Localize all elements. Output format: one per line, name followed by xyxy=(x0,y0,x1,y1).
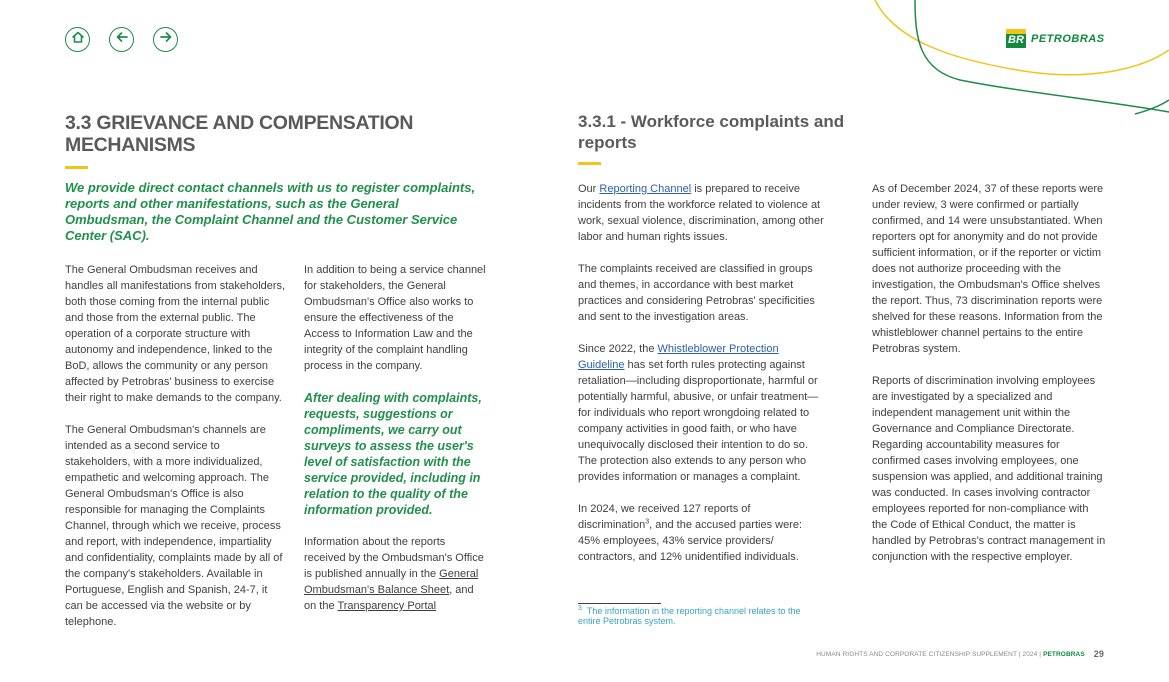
right-column-1 xyxy=(578,181,824,581)
section-lead: We provide direct contact channels with us to register complaints, reports and other manifestations, such as the General Ombudsman, the Complaint Channel and the Customer Service Center (SAC). xyxy=(65,180,476,243)
petrobras-logo xyxy=(1006,29,1105,48)
paragraph: In addition to being a service channel for stakeholders, the General Ombudsman's Office also works to ensure the effectiveness of the Access to Information Law and the integrity of the complaint handling process in the company. xyxy=(304,264,486,372)
paragraph: The General Ombudsman receives and handles all manifestations from stakeholders, both those coming from the internal public and those from the external public. The operation of a corporate structure with autonomy and independence, linked to the BoD, allows the community or any person affected by Petrobras' business to exercise their right to make demands to the company. xyxy=(65,264,286,404)
subtitle-underline xyxy=(578,162,601,165)
paragraph: As of December 2024, 37 of these reports were under review, 3 were confirmed or partially confirmed, and 14 were unsubstantiated. When reporters opt for anonymity and do not provide sufficient information, or if the reporter or victim does not authorize proceeding with the investigation, the Ombudsman's Office shelves the report. Thus, 73 discrimination reports were shelved for these reasons. Information from the whistleblower channel pertains to the entire Petrobras system. xyxy=(872,183,1104,355)
footer-brand: PETROBRAS xyxy=(1043,650,1085,658)
page-footer xyxy=(816,649,1104,659)
right-column-2 xyxy=(872,181,1106,581)
paragraph: The complaints received are classified in groups and themes, in accordance with best market practices and considering Petrobras' specificities and sent to the investigation areas. xyxy=(578,263,815,323)
left-column-1 xyxy=(65,262,287,646)
arrow-left-icon xyxy=(115,30,129,49)
footer-text: HUMAN RIGHTS AND CORPORATE CITIZENSHIP SUPPLEMENT | 2024 | xyxy=(816,650,1042,658)
whistleblower-guideline-link[interactable]: Whistleblower Protection Guideline xyxy=(578,343,779,371)
footnote-marker: 3 xyxy=(645,518,650,526)
home-button[interactable] xyxy=(65,27,90,52)
back-button[interactable] xyxy=(109,27,134,52)
paragraph: Reports of discrimination involving employees are investigated by a specialized and independent management unit within the Governance and Compliance Directorate. Regarding accountability measures for confirmed cases involving employees, one suspension was applied, and additional training was conducted. In cases involving contractor employees reported for non-compliance with the Code of Ethical Conduct, the matter is handled by Petrobras's contract management in conjunction with the respective employer. xyxy=(872,375,1106,563)
paragraph: Since 2022, the Whistleblower Protection Guideline has set forth rules protecting against retaliation—including disproportionate, harmful or potentially harmful, abusive, or unfair treatment—for individuals who report wrongdoing related to company activities in good faith, or who have unequivocally disclosed their intention to do so. The protection also extends to any person who provides information or manages a complaint. xyxy=(578,343,819,483)
ombudsman-balance-sheet-link[interactable]: General Ombudsman's Balance Sheet xyxy=(304,568,479,596)
paragraph: Our Reporting Channel is prepared to receive incidents from the workforce related to violence at work, sexual violence, discrimination, among other labor and human rights issues. xyxy=(578,183,824,243)
page-number: 29 xyxy=(1093,649,1104,659)
transparency-portal-link[interactable]: Transparency Portal xyxy=(337,600,437,612)
title-underline xyxy=(65,166,88,169)
section-title: 3.3 GRIEVANCE AND COMPENSATION MECHANISMS xyxy=(65,112,414,156)
paragraph: In 2024, we received 127 reports of discrimination$^3$, and the accused parties were: 45% employees, 43% service providers/ contractors, and 12% unidentified individuals. xyxy=(578,503,803,563)
reporting-channel-link[interactable]: Reporting Channel xyxy=(599,183,692,195)
paragraph: Information about the reports received by the Ombudsman's Office is published annually in the General Ombudsman's Balance Sheet, and on the Transparency Portal xyxy=(304,536,484,612)
left-column-2 xyxy=(304,262,488,630)
footnote: $^3$ The information in the reporting channel relates to the entire Petrobras system. xyxy=(578,605,801,626)
highlight-quote: After dealing with complaints, requests, suggestions or compliments, we carry out surveys to assess the user's level of satisfaction with the service provided, including in relation to the quality of the information provided. xyxy=(304,391,482,517)
footnote-divider xyxy=(578,603,661,604)
subsection-title: 3.3.1 - Workforce complaints and reports xyxy=(578,112,845,152)
arrow-right-icon xyxy=(159,30,173,49)
home-icon xyxy=(71,30,85,49)
brand-name: PETROBRAS xyxy=(1031,32,1105,45)
br-logo-mark: BR xyxy=(1006,29,1026,48)
paragraph: The General Ombudsman's channels are intended as a second service to stakeholders, with a more individualized, empathetic and welcoming approach. The General Ombudsman's Office is also responsible for managing the Complaints Channel, through which we receive, process and report, with independence, impartiality and confidentiality, complaints made by all of the company's stakeholders. Available in Portuguese, English and Spanish, 24-7, it can be accessed via the website or by telephone. xyxy=(65,424,283,628)
forward-button[interactable] xyxy=(153,27,178,52)
